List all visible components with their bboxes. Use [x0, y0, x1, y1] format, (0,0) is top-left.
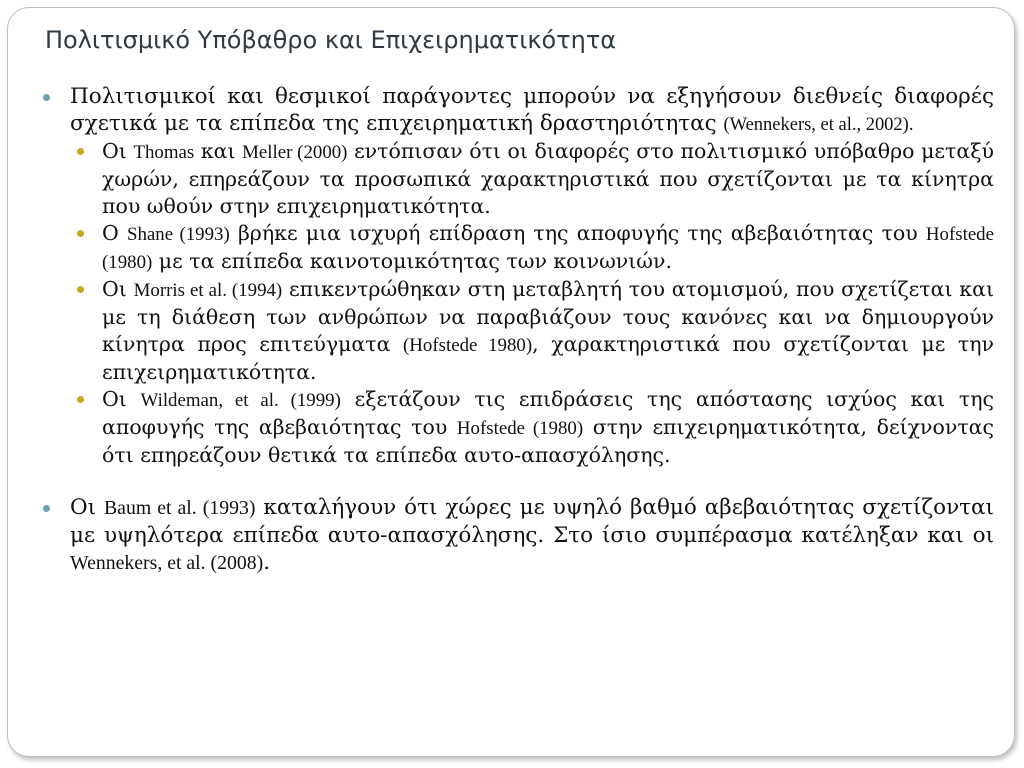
citation: Hofstede (1980)	[102, 224, 994, 273]
slide-title: Πολιτισμικό Υπόβαθρο και Επιχειρηματικότητα	[45, 26, 617, 54]
bullet-cultural-institutional-factors: Πολιτισμικοί και θεσμικοί παράγοντες μπορούν να εξηγήσουν διεθνείς διαφορές σχετικά με τα επίπεδα της επιχειρηματική δραστηριότητας (Wennekers, et al., 2002).	[40, 83, 994, 138]
sub-bullet-wildeman: Οι Wildeman, et al. (1999) εξετάζουν τις επιδράσεις της απόστασης ισχύος και της αποφυγής της αβεβαιότητας του Hofstede (1980) στην επιχειρηματικότητα, δείχνοντας ότι επηρεάζουν θετικά τα επίπεδα αυτο-απασχόλησης.	[74, 386, 994, 469]
bullet-dot-icon	[43, 94, 50, 101]
citation: Wildeman, et al. (1999)	[140, 390, 341, 411]
sub-bullet-dot-icon	[77, 230, 84, 237]
sub-bullet-dot-icon	[77, 396, 84, 403]
spacer	[40, 469, 994, 494]
sub-bullet-dot-icon	[77, 148, 84, 155]
sub-bullet-thomas-meller: Οι Thomas και Meller (2000) εντόπισαν ότι οι διαφορές στο πολιτισμικό υπόβαθρο μεταξύ χωρών, επηρεάζουν τα προσωπικά χαρακτηριστικά που σχετίζονται με τα κίνητρα που ωθούν στην επιχειρηματικότητα.	[74, 138, 994, 220]
citation: Thomas	[133, 142, 195, 163]
sub-bullet-shane: Ο Shane (1993) βρήκε μια ισχυρή επίδραση της αποφυγής της αβεβαιότητας του Hofstede (1980) με τα επίπεδα καινοτομικότητας των κοινωνιών.	[74, 220, 994, 276]
citation: Shane (1993)	[127, 224, 230, 245]
citation: Hofstede (1980)	[456, 418, 584, 439]
citation: Meller (2000)	[242, 142, 348, 163]
citation: Baum et al. (1993)	[103, 497, 256, 519]
sub-bullet-dot-icon	[77, 286, 84, 293]
citation: (Wennekers, et al., 2002).	[723, 114, 914, 134]
citation: Morris et al. (1994)	[133, 280, 283, 301]
bullet-dot-icon	[43, 505, 50, 512]
citation: Wennekers, et al. (2008)	[70, 552, 264, 574]
citation: (Hofstede 1980)	[403, 335, 533, 356]
bullet-baum: Οι Baum et al. (1993) καταλήγουν ότι χώρες με υψηλό βαθμό αβεβαιότητας σχετίζονται με υψηλότερα επίπεδα αυτο-απασχόλησης. Στο ίσιο συμπέρασμα κατέληξαν και οι Wennekers, et al. (2008).	[40, 494, 994, 577]
sub-bullet-morris: Οι Morris et al. (1994) επικεντρώθηκαν στη μεταβλητή του ατομισμού, που σχετίζεται και με τη διάθεση των ανθρώπων να παραβιάζουν τους κανόνες και να δημιουργούν κίνητρα προς επιτεύγματα (Hofstede 1980), χαρακτηριστικά που σχετίζονται με την επιχειρηματικότητα.	[74, 276, 994, 386]
slide-content	[40, 83, 994, 577]
